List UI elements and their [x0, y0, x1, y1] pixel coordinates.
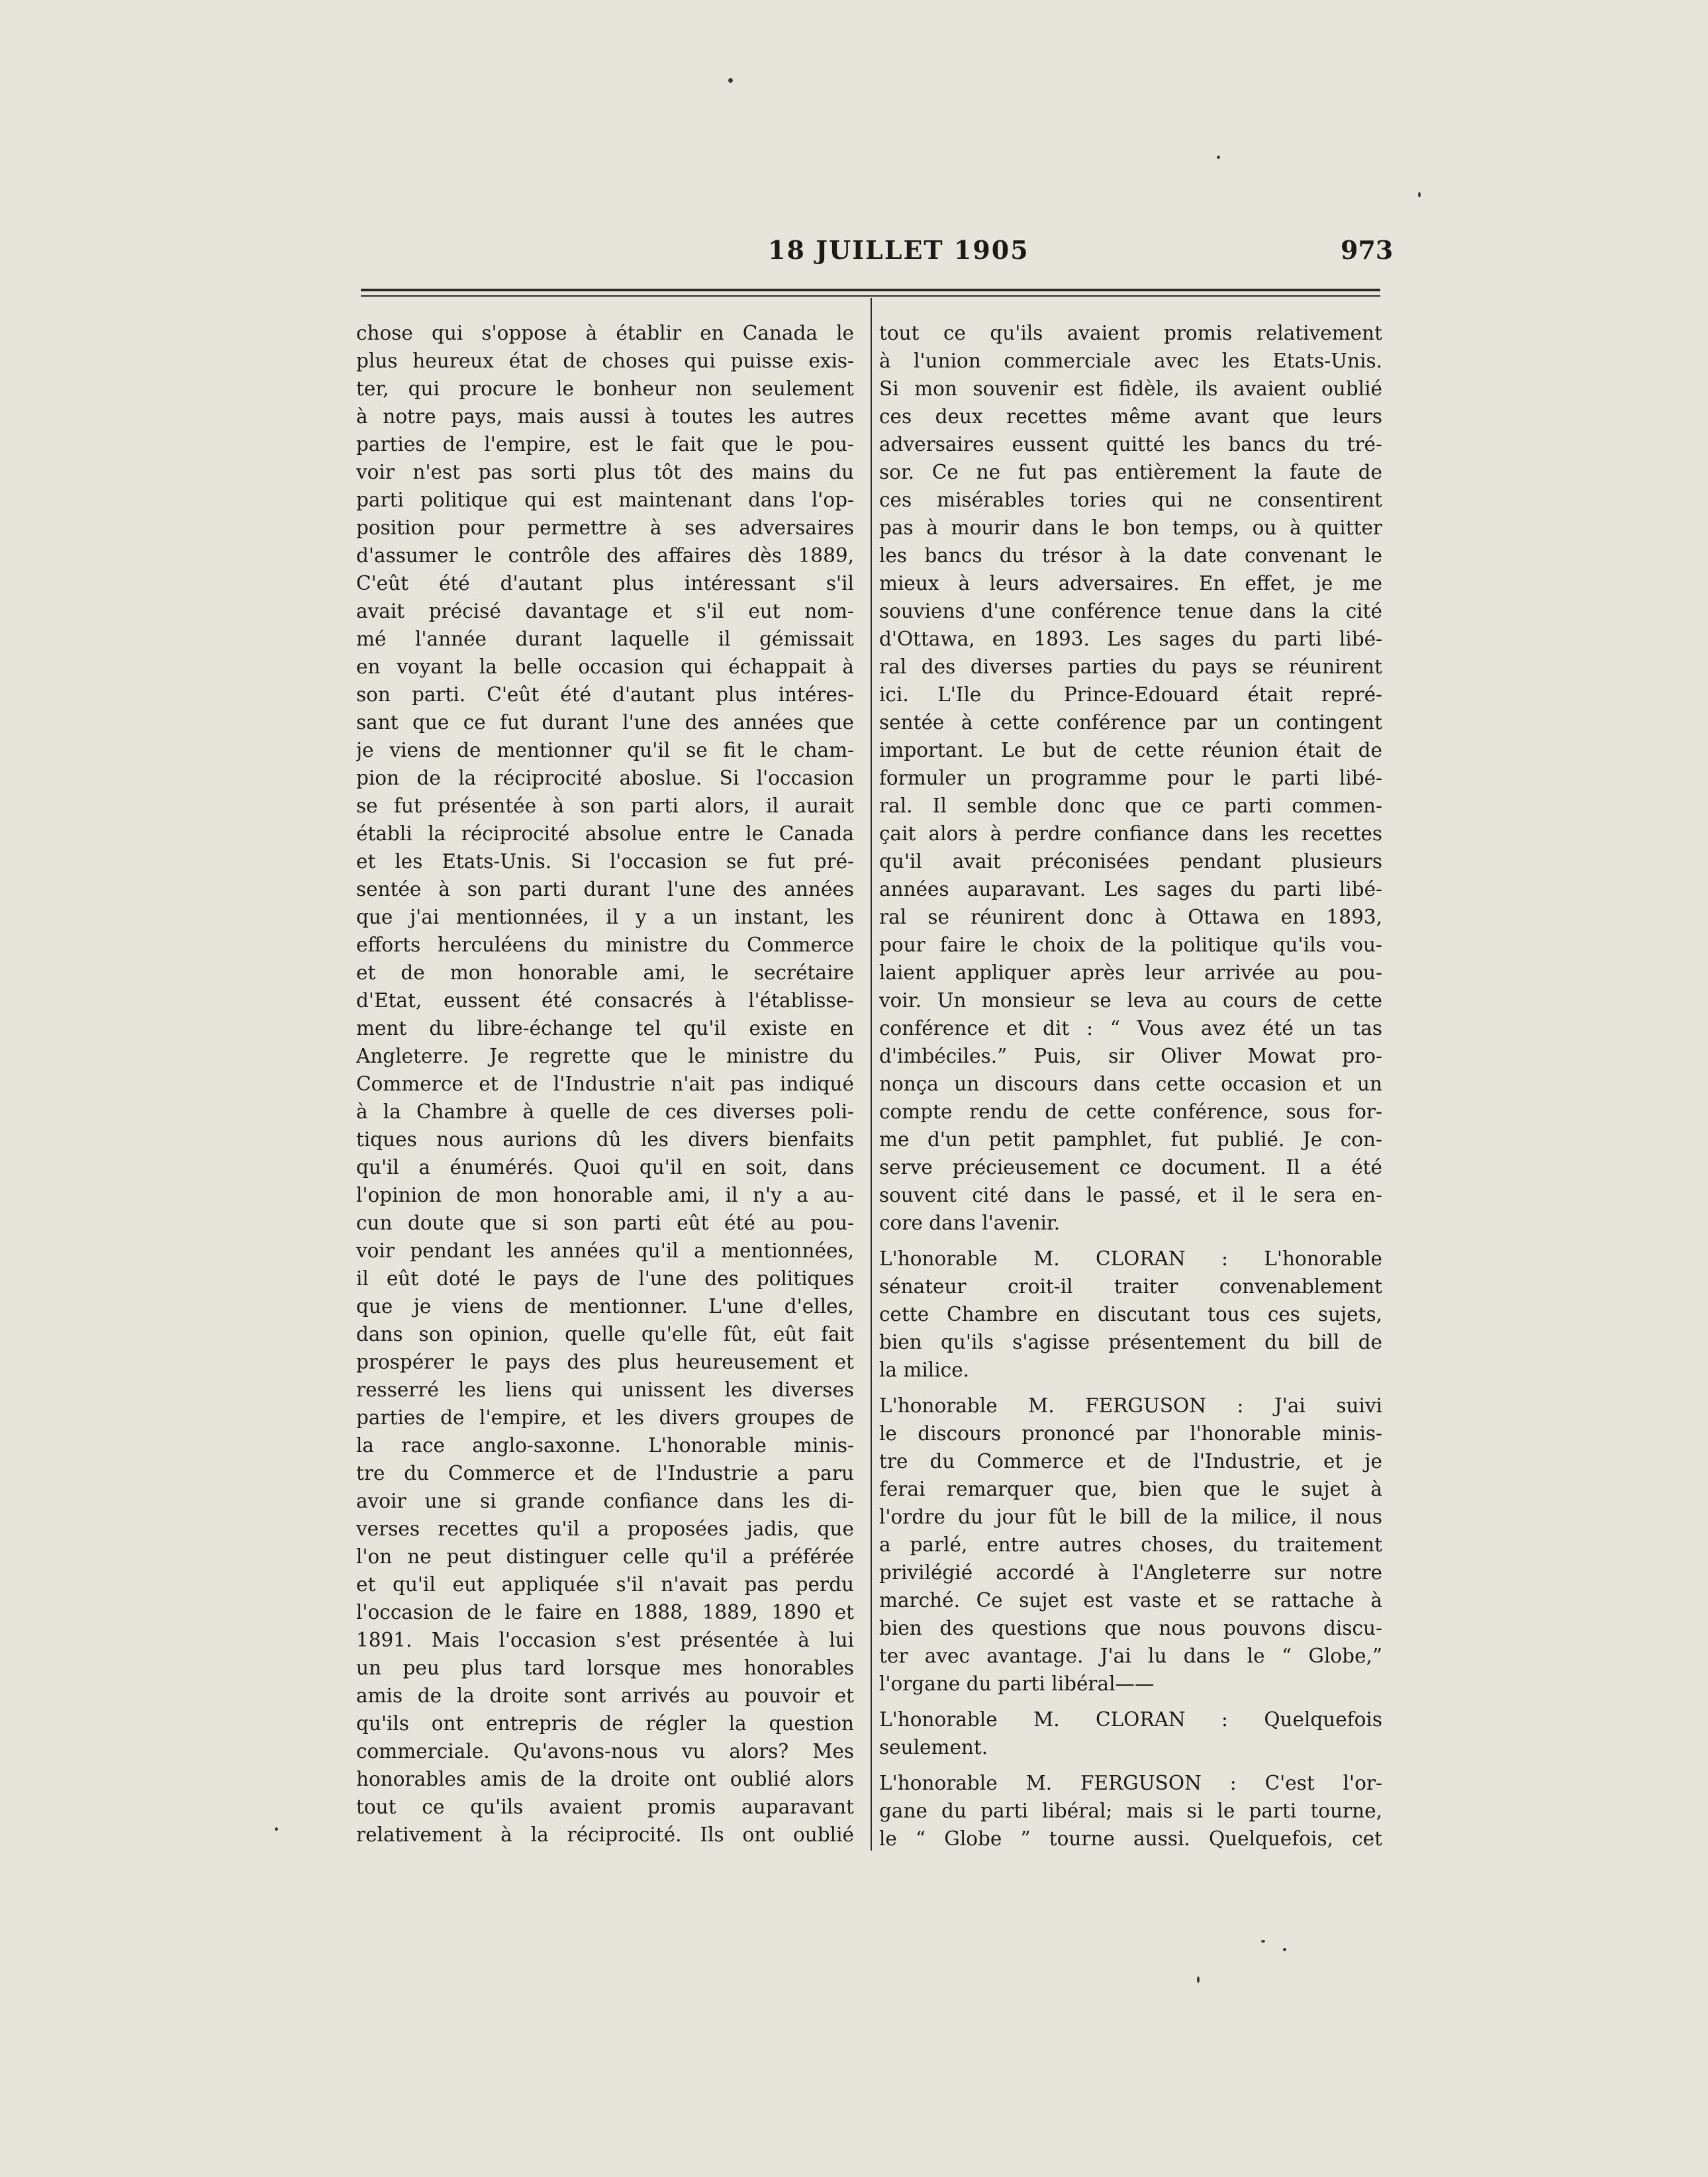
text-line: sénateur croit-il traiter convenablement: [879, 1275, 1382, 1298]
text-line: parties de l'empire, et les divers groupes de: [356, 1406, 854, 1429]
text-line: compte rendu de cette conférence, sous for-: [879, 1100, 1382, 1123]
scan-speck: [728, 78, 733, 83]
text-line: dans son opinion, quelle qu'elle fût, eût fait: [356, 1323, 854, 1345]
text-line: privilégié accordé à l'Angleterre sur notre: [879, 1561, 1382, 1584]
text-line: d'Etat, eussent été consacrés à l'établisse-: [356, 989, 854, 1012]
text-line: formuler un programme pour le parti libé-: [879, 767, 1382, 789]
scan-speck: [1217, 156, 1220, 159]
text-line: commerciale. Qu'avons-nous vu alors? Mes: [356, 1740, 854, 1763]
text-line: voir n'est pas sorti plus tôt des mains du: [356, 461, 854, 483]
text-line: sant que ce fut durant l'une des années que: [356, 711, 854, 734]
text-line: cun doute que si son parti eût été au pou-: [356, 1212, 854, 1234]
text-line: sentée à son parti durant l'une des années: [356, 878, 854, 900]
scan-speck: [275, 1827, 278, 1831]
text-line: la milice.: [879, 1359, 970, 1381]
text-line: conférence et dit : “ Vous avez été un tas: [879, 1017, 1382, 1040]
text-line: a parlé, entre autres choses, du traitement: [879, 1533, 1382, 1556]
paragraph: [879, 1245, 1382, 1384]
scan-speck: [1261, 1940, 1265, 1943]
paragraph-gap: [879, 1384, 1382, 1392]
text-line: pour faire le choix de la politique qu'ils vou-: [879, 934, 1382, 956]
paragraph: [879, 1769, 1382, 1853]
paragraph: [879, 1706, 1382, 1761]
text-line: position pour permettre à ses adversaires: [356, 516, 854, 539]
text-line: Angleterre. Je regrette que le ministre du: [356, 1045, 854, 1067]
text-line: avait précisé davantage et s'il eut nom-: [356, 600, 854, 622]
scan-speck: [1197, 1976, 1200, 1983]
text-line: voir pendant les années qu'il a mentionnées,: [356, 1239, 854, 1262]
text-line: à la Chambre à quelle de ces diverses poli-: [356, 1100, 854, 1123]
text-line: tre du Commerce et de l'Industrie a paru: [356, 1462, 854, 1484]
text-line: son parti. C'eût été d'autant plus intéres-: [356, 683, 854, 706]
scan-speck: [1283, 1948, 1286, 1951]
text-line: ces misérables tories qui ne consentirent: [879, 489, 1382, 511]
text-line: gane du parti libéral; mais si le parti tourne,: [879, 1800, 1382, 1822]
text-line: relativement à la réciprocité. Ils ont oublié: [356, 1823, 854, 1846]
text-line: la race anglo-saxonne. L'honorable minis-: [356, 1434, 854, 1457]
text-line: les bancs du trésor à la date convenant le: [879, 544, 1382, 567]
text-line: efforts herculéens du ministre du Commerce: [356, 934, 854, 956]
right-column: [879, 319, 1382, 1853]
text-line: laient appliquer après leur arrivée au pou-: [879, 961, 1382, 984]
paragraph-gap: [879, 1237, 1382, 1245]
text-line: d'imbéciles.” Puis, sir Oliver Mowat pro-: [879, 1045, 1382, 1067]
text-line: ral. Il semble donc que ce parti commen-: [879, 795, 1382, 817]
text-line: ter avec avantage. J'ai lu dans le “ Globe,”: [879, 1645, 1382, 1667]
text-line: mé l'année durant laquelle il gémissait: [356, 628, 854, 650]
text-line: me d'un petit pamphlet, fut publié. Je con-: [879, 1128, 1382, 1151]
text-line: je viens de mentionner qu'il se fit le cham-: [356, 739, 854, 761]
text-line: prospérer le pays des plus heureusement et: [356, 1351, 854, 1373]
text-line: d'assumer le contrôle des affaires dès 1889,: [356, 544, 854, 567]
text-line: marché. Ce sujet est vaste et se rattache à: [879, 1589, 1382, 1612]
text-line: verses recettes qu'il a proposées jadis, que: [356, 1518, 854, 1540]
text-line: amis de la droite sont arrivés au pouvoir et: [356, 1684, 854, 1707]
text-line: bien qu'ils s'agisse présentement du bill de: [879, 1331, 1382, 1353]
text-line: qu'il avait préconisées pendant plusieurs: [879, 850, 1382, 873]
page-header-date: 18 JUILLET 1905: [768, 235, 1029, 265]
text-line: que j'ai mentionnées, il y a un instant, les: [356, 906, 854, 928]
text-line: souviens d'une conférence tenue dans la cité: [879, 600, 1382, 622]
text-line: ter, qui procure le bonheur non seulement: [356, 377, 854, 400]
text-line: L'honorable M. CLORAN : Quelquefois: [879, 1708, 1382, 1731]
text-line: cette Chambre en discutant tous ces sujets,: [879, 1303, 1382, 1326]
paragraph-gap: [879, 1698, 1382, 1706]
text-line: et qu'il eut appliquée s'il n'avait pas perdu: [356, 1573, 854, 1596]
text-line: ici. L'Ile du Prince-Edouard était repré-: [879, 683, 1382, 706]
text-line: l'occasion de le faire en 1888, 1889, 1890 et: [356, 1601, 854, 1623]
text-line: seulement.: [879, 1736, 988, 1759]
text-line: l'opinion de mon honorable ami, il n'y a au-: [356, 1184, 854, 1206]
text-line: et les Etats-Unis. Si l'occasion se fut pré-: [356, 850, 854, 873]
text-line: tre du Commerce et de l'Industrie, et je: [879, 1450, 1382, 1473]
paragraph: [879, 1392, 1382, 1698]
text-line: voir. Un monsieur se leva au cours de cette: [879, 989, 1382, 1012]
text-line: en voyant la belle occasion qui échappait à: [356, 655, 854, 678]
text-line: tout ce qu'ils avaient promis auparavant: [356, 1796, 854, 1818]
text-line: çait alors à perdre confiance dans les recettes: [879, 822, 1382, 845]
text-line: Commerce et de l'Industrie n'ait pas indiqué: [356, 1073, 854, 1095]
header-rule-thin: [361, 295, 1380, 297]
text-line: le “ Globe ” tourne aussi. Quelquefois, cet: [879, 1827, 1382, 1850]
text-line: honorables amis de la droite ont oublié alors: [356, 1768, 854, 1790]
text-line: serve précieusement ce document. Il a été: [879, 1156, 1382, 1179]
text-line: le discours prononcé par l'honorable minis-: [879, 1422, 1382, 1445]
text-line: il eût doté le pays de l'une des politiques: [356, 1267, 854, 1290]
text-line: l'on ne peut distinguer celle qu'il a préférée: [356, 1545, 854, 1568]
text-line: pas à mourir dans le bon temps, ou à quitter: [879, 516, 1382, 539]
text-line: ral des diverses parties du pays se réunirent: [879, 655, 1382, 678]
text-line: souvent cité dans le passé, et il le sera en-: [879, 1184, 1382, 1206]
text-line: années auparavant. Les sages du parti libé-: [879, 878, 1382, 900]
text-line: l'ordre du jour fût le bill de la milice, il nous: [879, 1506, 1382, 1528]
text-line: important. Le but de cette réunion était de: [879, 739, 1382, 761]
text-line: qu'il a énumérés. Quoi qu'il en soit, dans: [356, 1156, 854, 1179]
scan-speck: [1418, 192, 1421, 197]
text-line: parti politique qui est maintenant dans l'op-: [356, 489, 854, 511]
header-rule-thick: [361, 289, 1380, 291]
text-line: tiques nous aurions dû les divers bienfaits: [356, 1128, 854, 1151]
text-line: ment du libre-échange tel qu'il existe en: [356, 1017, 854, 1040]
text-line: L'honorable M. FERGUSON : J'ai suivi: [879, 1394, 1382, 1417]
text-line: 1891. Mais l'occasion s'est présentée à lui: [356, 1629, 854, 1651]
paragraph: [879, 319, 1382, 1237]
text-line: avoir une si grande confiance dans les di-: [356, 1490, 854, 1512]
text-line: parties de l'empire, est le fait que le pou-: [356, 433, 854, 456]
text-line: un peu plus tard lorsque mes honorables: [356, 1657, 854, 1679]
text-line: que je viens de mentionner. L'une d'elles,: [356, 1295, 854, 1318]
column-divider: [871, 298, 872, 1851]
text-line: L'honorable M. CLORAN : L'honorable: [879, 1247, 1382, 1270]
text-line: à l'union commerciale avec les Etats-Unis.: [879, 350, 1382, 372]
text-line: sentée à cette conférence par un contingent: [879, 711, 1382, 734]
text-line: plus heureux état de choses qui puisse exis-: [356, 350, 854, 372]
text-line: mieux à leurs adversaires. En effet, je me: [879, 572, 1382, 595]
text-line: adversaires eussent quitté les bancs du tré-: [879, 433, 1382, 456]
text-line: pion de la réciprocité aboslue. Si l'occasion: [356, 767, 854, 789]
text-line: ces deux recettes même avant que leurs: [879, 405, 1382, 428]
text-line: bien des questions que nous pouvons discu-: [879, 1617, 1382, 1639]
text-line: sor. Ce ne fut pas entièrement la faute de: [879, 461, 1382, 483]
page-number: 973: [1341, 235, 1394, 265]
text-line: core dans l'avenir.: [879, 1212, 1061, 1234]
text-line: chose qui s'oppose à établir en Canada le: [356, 322, 854, 344]
text-line: Si mon souvenir est fidèle, ils avaient oublié: [879, 377, 1382, 400]
text-line: l'organe du parti libéral——: [879, 1672, 1155, 1695]
text-line: d'Ottawa, en 1893. Les sages du parti libé-: [879, 628, 1382, 650]
text-line: se fut présentée à son parti alors, il aurait: [356, 795, 854, 817]
text-line: ferai remarquer que, bien que le sujet à: [879, 1478, 1382, 1500]
text-line: resserré les liens qui unissent les diverses: [356, 1379, 854, 1401]
text-line: et de mon honorable ami, le secrétaire: [356, 961, 854, 984]
text-line: à notre pays, mais aussi à toutes les autres: [356, 405, 854, 428]
paragraph-gap: [879, 1761, 1382, 1769]
left-column: [356, 319, 854, 1849]
text-line: établi la réciprocité absolue entre le Canada: [356, 822, 854, 845]
text-line: C'eût été d'autant plus intéressant s'il: [356, 572, 854, 595]
text-line: nonça un discours dans cette occasion et un: [879, 1073, 1382, 1095]
text-line: L'honorable M. FERGUSON : C'est l'or-: [879, 1772, 1382, 1794]
text-line: tout ce qu'ils avaient promis relativement: [879, 322, 1382, 344]
text-line: qu'ils ont entrepris de régler la question: [356, 1712, 854, 1735]
text-line: ral se réunirent donc à Ottawa en 1893,: [879, 906, 1382, 928]
